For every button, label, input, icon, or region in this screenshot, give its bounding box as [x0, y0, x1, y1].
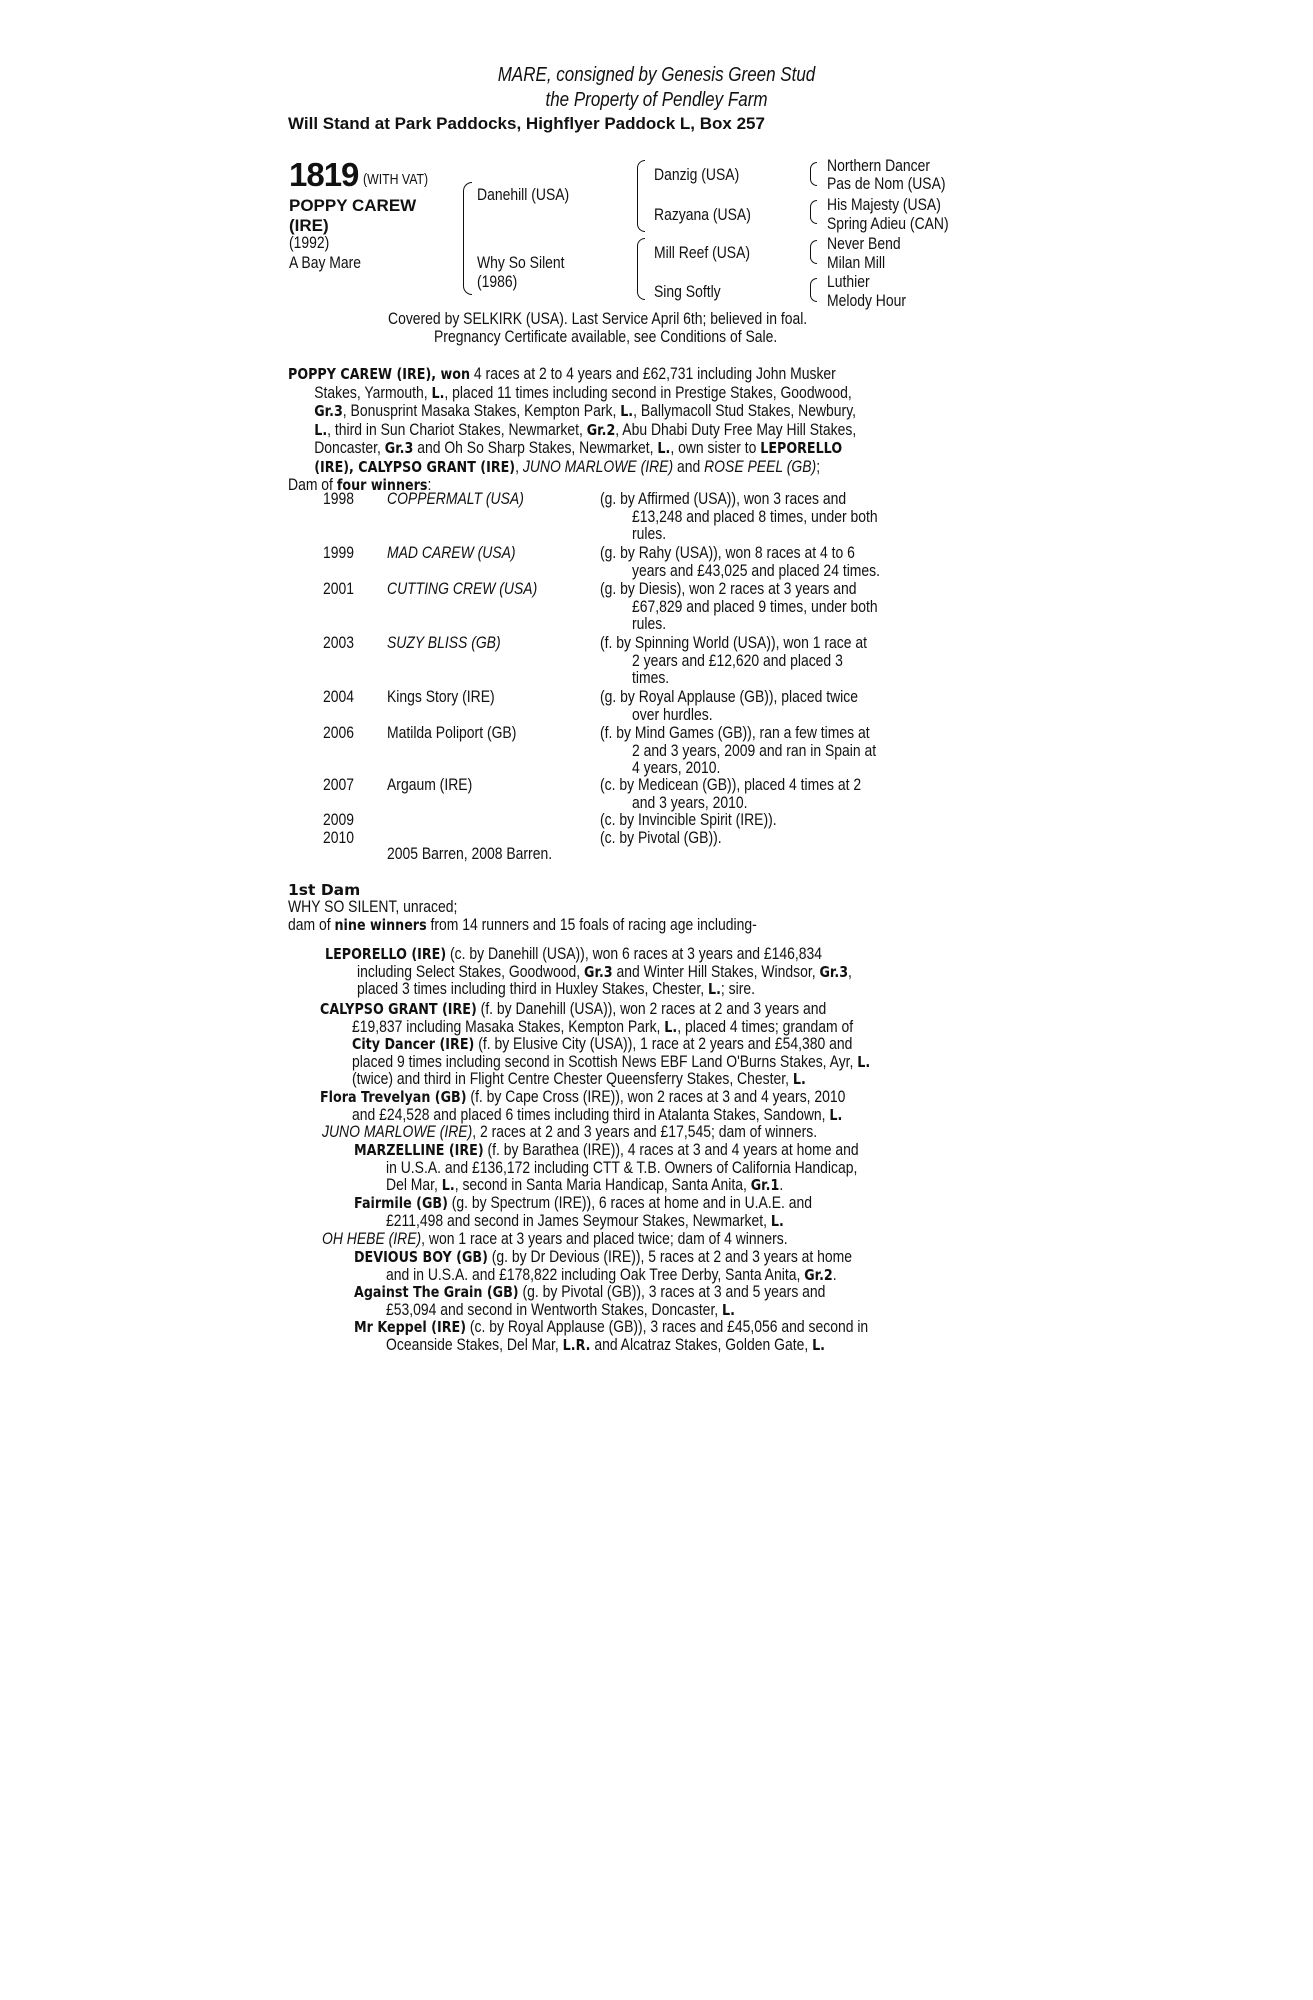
pedigree-brace-dd	[810, 278, 817, 302]
pedigree-sss: Northern Dancer	[827, 156, 931, 175]
pedigree-sds: His Majesty (USA)	[827, 195, 941, 214]
pedigree-sire: Danehill (USA)	[477, 185, 570, 204]
pedigree-ssd: Pas de Nom (USA)	[827, 174, 946, 193]
dam-produce-line: in U.S.A. and £136,172 including CTT & T.B. Owners of California Handicap,	[386, 1157, 858, 1177]
dam-produce-line: CALYPSO GRANT (IRE) (f. by Danehill (USA)), won 2 races at 2 and 3 years and	[320, 999, 827, 1018]
pedigree-brace-dam	[637, 238, 645, 300]
dam-produce-line: and £24,528 and placed 6 times including third in Atalanta Stakes, Sandown, L.	[352, 1104, 843, 1124]
dam-produce-line: placed 9 times including second in Scottish News EBF Land O'Burns Stakes, Ayr, L.	[352, 1051, 871, 1071]
produce-name: COPPERMALT (USA)	[387, 489, 524, 508]
produce-name: Kings Story (IRE)	[387, 687, 495, 706]
horse-description: A Bay Mare	[289, 253, 362, 272]
produce-year: 2001	[323, 579, 355, 598]
produce-detail-line: (g. by Rahy (USA)), won 8 races at 4 to 6	[600, 543, 855, 562]
produce-year: 2006	[323, 723, 355, 742]
first-dam-summary: dam of nine winners from 14 runners and 15 foals of racing age including-	[288, 915, 757, 934]
produce-year: 2009	[323, 810, 355, 829]
produce-detail-line: over hurdles.	[632, 704, 713, 724]
pedigree-brace-ds	[810, 240, 817, 264]
produce-detail-line: and 3 years, 2010.	[632, 792, 748, 812]
dam-produce-line: OH HEBE (IRE), won 1 race at 3 years and placed twice; dam of 4 winners.	[322, 1229, 788, 1248]
pedigree-dsd: Milan Mill	[827, 253, 886, 272]
produce-detail-line: (c. by Pivotal (GB)).	[600, 828, 722, 847]
pedigree-dam-year: (1986)	[477, 272, 518, 291]
produce-year: 2007	[323, 775, 355, 794]
dam-produce-line: placed 3 times including third in Huxley Stakes, Chester, L.; sire.	[357, 979, 756, 998]
pedigree-dds: Luthier	[827, 272, 870, 291]
produce-year: 2003	[323, 633, 355, 652]
dam-produce-line: £211,498 and second in James Seymour Stakes, Newmarket, L.	[386, 1210, 784, 1230]
foal-year: (1992)	[289, 233, 330, 252]
produce-name: CUTTING CREW (USA)	[387, 579, 538, 598]
dam-produce-line: (twice) and third in Flight Centre Chester Queensferry Stakes, Chester, L.	[352, 1069, 806, 1088]
dam-produce-line: £19,837 including Masaka Stakes, Kempton Park, L., placed 4 times; grandam of	[352, 1016, 854, 1036]
pedigree-sdd: Spring Adieu (CAN)	[827, 214, 949, 233]
header-line-1: MARE, consigned by Genesis Green Stud	[497, 64, 816, 86]
produce-detail-line: (g. by Diesis), won 2 races at 3 years and	[600, 579, 857, 598]
header-line-2: the Property of Pendley Farm	[545, 89, 768, 111]
produce-detail-line: years and £43,025 and placed 24 times.	[632, 560, 880, 580]
covered-line-2: Pregnancy Certificate available, see Conditions of Sale.	[434, 327, 778, 346]
dam-produce-line: Fairmile (GB) (g. by Spectrum (IRE)), 6 races at home and in U.A.E. and	[354, 1193, 813, 1212]
pedigree-brace-sire	[637, 160, 645, 232]
dam-produce-line: £53,094 and second in Wentworth Stakes, Doncaster, L.	[386, 1299, 735, 1319]
horse-name	[289, 196, 416, 236]
produce-year: 2004	[323, 687, 355, 706]
pedigree-dam-sire: Mill Reef (USA)	[654, 243, 751, 262]
produce-name: SUZY BLISS (GB)	[387, 633, 501, 652]
produce-detail-line: rules.	[632, 524, 667, 543]
first-dam-name: WHY SO SILENT, unraced;	[288, 897, 458, 916]
pedigree-sire-dam: Razyana (USA)	[654, 205, 751, 224]
dam-produce-line: JUNO MARLOWE (IRE), 2 races at 2 and 3 years and £17,545; dam of winners.	[322, 1122, 818, 1141]
pedigree-brace-main	[463, 182, 472, 295]
pedigree-dss: Never Bend	[827, 234, 901, 253]
header-location: Will Stand at Park Paddocks, Highflyer Paddock L, Box 257	[288, 114, 765, 133]
produce-detail-line: (g. by Royal Applause (GB)), placed twice	[600, 687, 859, 706]
lot-block	[289, 156, 442, 194]
horse-name-line1: POPPY CAREW	[289, 196, 417, 215]
produce-detail-line: (f. by Spinning World (USA)), won 1 race at	[600, 633, 868, 652]
produce-detail-line: rules.	[632, 614, 667, 633]
produce-detail-line: £13,248 and placed 8 times, under both	[632, 506, 878, 526]
pedigree-dam-dam: Sing Softly	[654, 282, 721, 301]
dam-produce-line: Against The Grain (GB) (g. by Pivotal (GB)), 3 races at 3 and 5 years and	[354, 1282, 826, 1301]
dam-produce-line: LEPORELLO (IRE) (c. by Danehill (USA)), won 6 races at 3 years and £146,834	[325, 944, 822, 963]
produce-detail-line: £67,829 and placed 9 times, under both	[632, 596, 878, 616]
produce-year: 2010	[323, 828, 355, 847]
dam-produce-line: and in U.S.A. and £178,822 including Oak Tree Derby, Santa Anita, Gr.2.	[386, 1264, 837, 1284]
dam-produce-line: Mr Keppel (IRE) (c. by Royal Applause (GB)), 3 races and £45,056 and second in	[354, 1317, 869, 1336]
produce-year: 1998	[323, 489, 355, 508]
dam-produce-line: DEVIOUS BOY (GB) (g. by Dr Devious (IRE)), 5 races at 2 and 3 years at home	[354, 1247, 853, 1266]
pedigree-brace-sd	[810, 200, 817, 224]
produce-name: MAD CAREW (USA)	[387, 543, 516, 562]
produce-detail-line: times.	[632, 668, 670, 687]
produce-detail-line: 2 years and £12,620 and placed 3	[632, 650, 843, 670]
produce-name: Matilda Poliport (GB)	[387, 723, 517, 742]
dam-produce-line: MARZELLINE (IRE) (f. by Barathea (IRE)), 4 races at 3 and 4 years at home and	[354, 1140, 859, 1159]
covered-line-1: Covered by SELKIRK (USA). Last Service April 6th; believed in foal.	[388, 309, 808, 328]
barren-note: 2005 Barren, 2008 Barren.	[387, 844, 553, 863]
produce-detail-line: (g. by Affirmed (USA)), won 3 races and	[600, 489, 847, 508]
produce-year: 1999	[323, 543, 355, 562]
pedigree-brace-ss	[810, 162, 817, 186]
produce-detail-line: (c. by Medicean (GB)), placed 4 times at 2	[600, 775, 862, 794]
lot-number: 1819	[289, 156, 359, 193]
pedigree-sire-sire: Danzig (USA)	[654, 165, 740, 184]
produce-detail-line: (f. by Mind Games (GB)), ran a few times at	[600, 723, 870, 742]
pedigree-ddd: Melody Hour	[827, 291, 907, 310]
dam-produce-line: Del Mar, L., second in Santa Maria Handicap, Santa Anita, Gr.1.	[386, 1175, 784, 1194]
pedigree-dam: Why So Silent	[477, 253, 565, 272]
dam-produce-line: Flora Trevelyan (GB) (f. by Cape Cross (IRE)), won 2 races at 3 and 4 years, 2010	[320, 1087, 846, 1106]
produce-name: Argaum (IRE)	[387, 775, 473, 794]
race-record: POPPY CAREW (IRE), won 4 races at 2 to 4 years and £62,731 including John Musker Stakes, Yarmouth, L., placed 11 times including second in Prestige Stakes, Goodwood, Gr.3, Bonusprint Masaka Stakes, Kempton Park, L., Ballymacoll Stud Stakes, Newbury, L., third in Sun Chariot Stakes, Newmarket, Gr.2, Abu Dhabi Duty Free May Hill Stakes, Doncaster, Gr.3 and Oh So Sharp Stakes, Newmarket, L., own sister to LEPORELLO (IRE), CALYPSO GRANT (IRE), JUNO MARLOWE (IRE) and ROSE PEEL (GB); Dam of four winners:	[288, 364, 857, 494]
dam-produce-line: including Select Stakes, Goodwood, Gr.3 and Winter Hill Stakes, Windsor, Gr.3,	[357, 961, 852, 981]
produce-detail-line: 4 years, 2010.	[632, 758, 721, 777]
produce-detail-line: 2 and 3 years, 2009 and ran in Spain at	[632, 740, 877, 760]
first-dam-heading: 1st Dam	[288, 881, 361, 899]
dam-produce-line: Oceanside Stakes, Del Mar, L.R. and Alcatraz Stakes, Golden Gate, L.	[386, 1334, 825, 1354]
produce-detail-line: (c. by Invincible Spirit (IRE)).	[600, 810, 777, 829]
dam-produce-line: City Dancer (IRE) (f. by Elusive City (USA)), 1 race at 2 years and £54,380 and	[352, 1034, 853, 1053]
horse-name-line2: (IRE)	[289, 216, 329, 235]
vat-label: (WITH VAT)	[362, 171, 429, 188]
